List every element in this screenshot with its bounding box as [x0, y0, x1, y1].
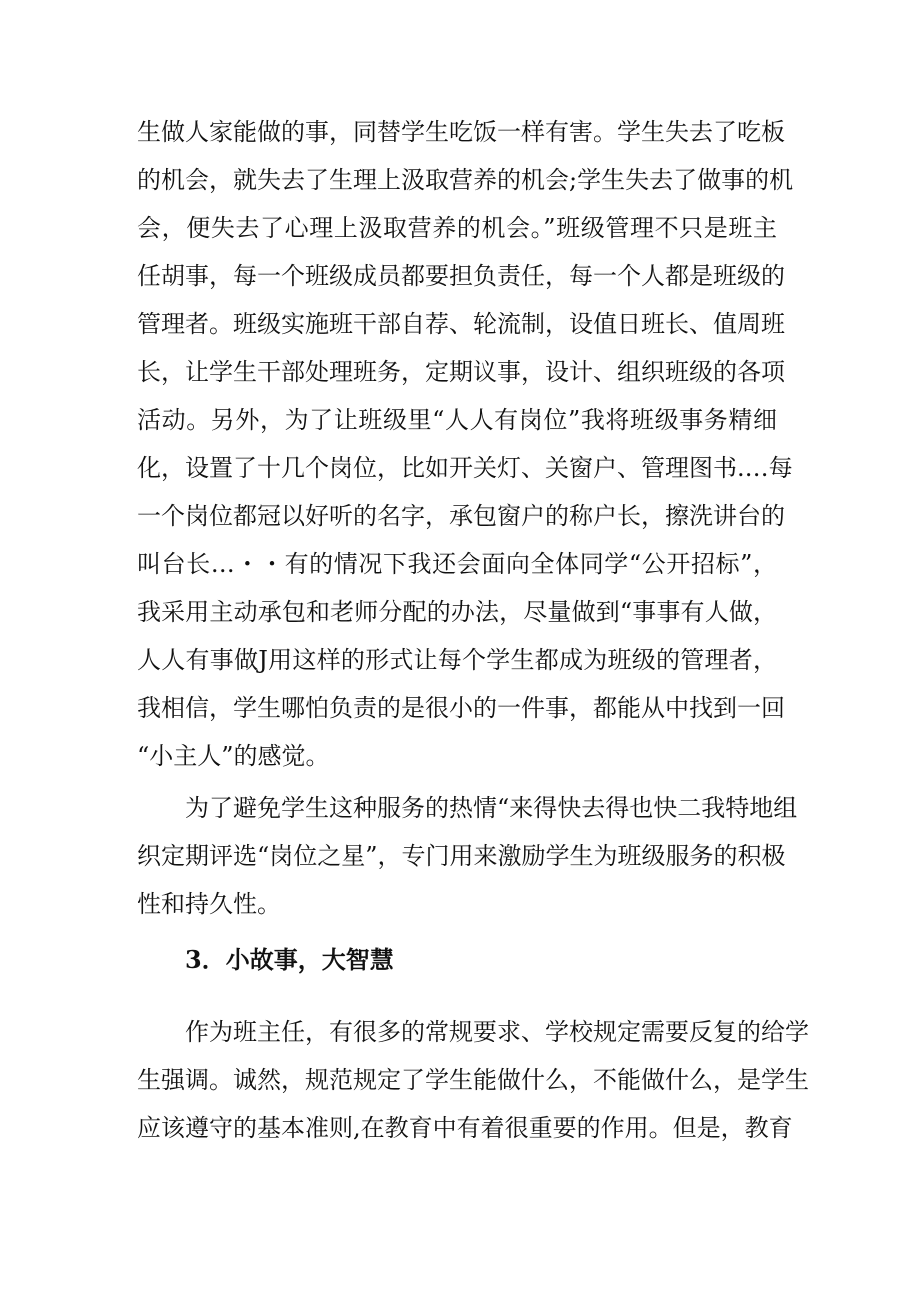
paragraph-line: 我相信，学生哪怕负责的是很小的一件事，都能从中找到一回 [137, 694, 785, 722]
paragraph-line: “小主人”的感觉。 [137, 742, 330, 770]
section-heading: 3．小故事，大智慧 [185, 945, 394, 974]
paragraph-line: 化，设置了十几个岗位，比如开关灯、关窗户、管理图书.…每 [137, 454, 793, 482]
paragraph-line: 应该遵守的基本准则,在教育中有着很重要的作用。但是，教育 [137, 1114, 793, 1142]
paragraph-line: 织定期评选“岗位之星”，专门用来激励学生为班级服务的积极 [137, 842, 786, 870]
paragraph-line: 管理者。班级实施班干部自荐、轮流制，设值日班长、值周班 [137, 310, 785, 338]
paragraph-line: 会，便失去了心理上汲取营养的机会。”班级管理不只是班主 [137, 214, 777, 242]
paragraph-line: 人人有事做J用这样的形式让每个学生都成为班级的管理者， [137, 646, 777, 674]
paragraph-line: 长，让学生干部处理班务，定期议事，设计、组织班级的各项 [137, 358, 785, 386]
paragraph-line: 我采用主动承包和老师分配的办法，尽量做到“事事有人做， [137, 598, 777, 626]
paragraph-line: 叫台长…・・有的情况下我还会面向全体同学“公开招标”， [137, 550, 777, 578]
paragraph-line: 为了避免学生这种服务的热情“来得快去得也快二我特地组 [185, 794, 798, 822]
paragraph-line: 的机会，就失去了生理上汲取营养的机会;学生失去了做事的机 [137, 166, 794, 194]
paragraph-line: 活动。另外，为了让班级里“人人有岗位”我将班级事务精细 [137, 406, 777, 434]
paragraph-line: 生做人家能做的事，同替学生吃饭一样有害。学生失去了吃板 [137, 118, 785, 146]
paragraph-line: 一个岗位都冠以好听的名字，承包窗户的称户长，擦洗讲台的 [137, 502, 785, 530]
paragraph-line: 生强调。诚然，规范规定了学生能做什么，不能做什么，是学生 [137, 1066, 809, 1094]
paragraph-line: 任胡事，每一个班级成员都要担负责任，每一个人都是班级的 [137, 262, 785, 290]
paragraph-line: 作为班主任，有很多的常规要求、学校规定需要反复的给学 [185, 1018, 809, 1046]
paragraph-line: 性和持久性。 [137, 890, 281, 918]
